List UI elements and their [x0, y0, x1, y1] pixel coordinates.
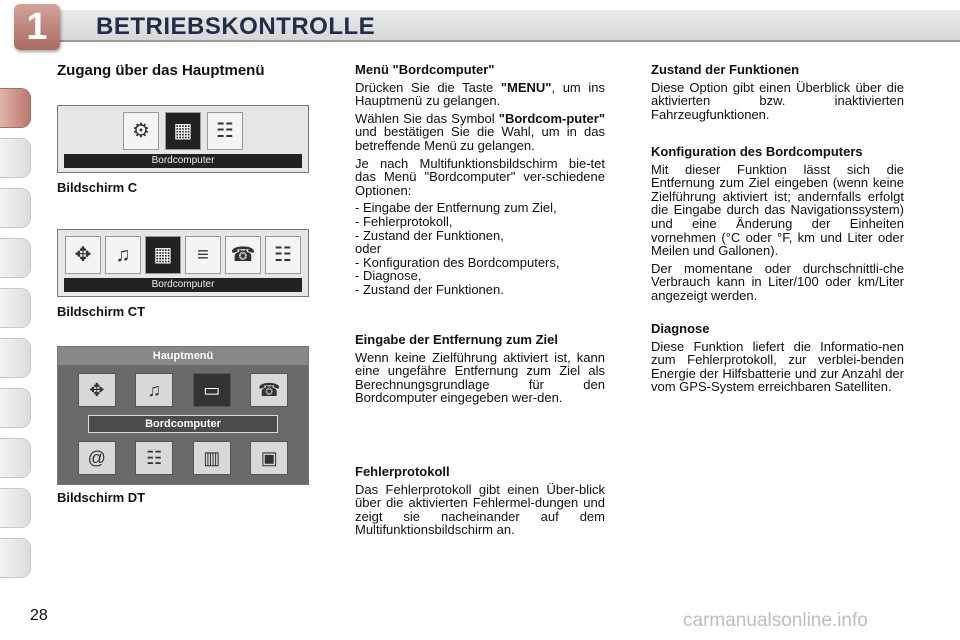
error-log-section [355, 465, 605, 541]
screen-c-image [57, 105, 309, 173]
phone-icon: ☎ [250, 373, 288, 407]
list-separator: oder [355, 241, 382, 257]
paragraph: Wählen Sie das Symbol "Bordcom-puter" und bestätigen Sie die Wahl, um in das betreffende Menü zu gelangen. [355, 110, 605, 153]
paragraph: Je nach Multifunktionsbildschirm bie-tet das Menü "Bordcomputer" ver-schiedene Optionen: [355, 155, 605, 198]
telematics-icon: @ [78, 441, 116, 475]
chapter-tab[interactable] [0, 288, 31, 328]
menu-heading: Menü "Bordcomputer" [355, 62, 495, 77]
screen-dt-image [57, 346, 309, 485]
config-section [651, 145, 904, 307]
diagnose-section [651, 322, 904, 398]
right-column [651, 63, 904, 125]
page-title: BETRIEBSKONTROLLE [96, 13, 376, 40]
chapter-tab[interactable] [0, 488, 31, 528]
screen-top-label: Hauptmenü [58, 347, 308, 365]
audio-icon: ♫ [135, 373, 173, 407]
document-icon: ≡ [185, 236, 221, 274]
paragraph: Diese Funktion liefert die Informatio-nen zum Fehlerprotokoll, zur verblei-benden Energie der Hilfsbatterie und zur Anzahl der vom GPS-System erreichbaren Satelliten. [651, 338, 904, 395]
paragraph: Diese Option gibt einen Überblick über die aktivierten bzw. inaktivierten Fahrzeugfunktionen. [651, 79, 904, 122]
bordcomputer-icon: ▭ [193, 373, 231, 407]
chapter-tab[interactable] [0, 338, 31, 378]
navigation-icon: ⚙ [123, 112, 159, 150]
navigation-icon: ✥ [78, 373, 116, 407]
chapter-tab[interactable] [0, 438, 31, 478]
caption-screen-c: Bildschirm C [57, 180, 138, 195]
state-heading: Zustand der Funktionen [651, 62, 800, 77]
chapter-tab[interactable] [0, 388, 31, 428]
screen-label: Bordcomputer [64, 278, 302, 292]
list-item: - Fehlerprotokoll, [355, 213, 453, 229]
settings-icon: ☷ [265, 236, 301, 274]
caption-screen-ct: Bildschirm CT [57, 304, 146, 319]
caption-screen-dt: Bildschirm DT [57, 490, 146, 505]
bordcomputer-icon: ▦ [145, 236, 181, 274]
option-list [355, 201, 605, 296]
list-item: - Zustand der Funktionen, [355, 227, 504, 243]
list-item: - Zustand der Funktionen. [355, 281, 504, 297]
section-heading: Zugang über das Hauptmenü [57, 62, 265, 79]
video-icon: ▣ [250, 441, 288, 475]
config-heading: Konfiguration des Bordcomputers [651, 144, 863, 159]
page-number: 28 [30, 607, 48, 624]
paragraph: Mit dieser Funktion lässt sich die Entfernung zum Ziel eingeben (wenn keine Zielführung aktiviert ist; andernfalls erfolgt die Eingabe durch das Navigationssystem) und eine Änderung der Einheiten vornehmen (°C oder °F, km und Liter oder Meilen und Gallonen). [651, 161, 904, 259]
bordcomputer-icon: ▦ [165, 112, 201, 150]
paragraph: Der momentane oder durchschnittli-che Verbrauch kann in Liter/100 oder km/Liter angezeigt werden. [651, 260, 904, 303]
chapter-tab[interactable] [0, 188, 31, 228]
distance-section [355, 333, 605, 409]
paragraph: Drücken Sie die Taste "MENU", um ins Hauptmenü zu gelangen. [355, 79, 605, 109]
navigation-icon: ✥ [65, 236, 101, 274]
chapter-tab-active[interactable] [0, 88, 31, 128]
map-icon: ▥ [193, 441, 231, 475]
chapter-tab[interactable] [0, 538, 31, 578]
phone-icon: ☎ [225, 236, 261, 274]
paragraph: Das Fehlerprotokoll gibt einen Über-blick über die aktivierten Fehlermel-dungen und zeigt sie nacheinander auf dem Multifunktionsbildschirm an. [355, 481, 605, 538]
distance-heading: Eingabe der Entfernung zum Ziel [355, 332, 558, 347]
header-bar [0, 0, 960, 48]
chapter-tabs [0, 58, 34, 578]
chapter-tab[interactable] [0, 138, 31, 178]
screen-label: Bordcomputer [64, 154, 302, 168]
watermark: carmanualsonline.info [683, 610, 868, 631]
paragraph: Wenn keine Zielführung aktiviert ist, kann eine ungefähre Entfernung zum Ziel als Berechnungsgrundlage für den Bordcomputer eingegeben wer-den. [355, 349, 605, 406]
list-item: - Konfiguration des Bordcomputers, [355, 254, 560, 270]
chapter-tab[interactable] [0, 238, 31, 278]
diagnose-heading: Diagnose [651, 321, 710, 336]
settings-icon: ☷ [135, 441, 173, 475]
audio-icon: ♫ [105, 236, 141, 274]
settings-icon: ☷ [207, 112, 243, 150]
error-log-heading: Fehlerprotokoll [355, 464, 450, 479]
screen-label: Bordcomputer [88, 415, 278, 433]
list-item: - Diagnose, [355, 268, 422, 284]
middle-column [355, 63, 605, 301]
screen-ct-image [57, 229, 309, 297]
list-item: - Eingabe der Entfernung zum Ziel, [355, 200, 557, 216]
chapter-number: 1 [14, 4, 60, 50]
